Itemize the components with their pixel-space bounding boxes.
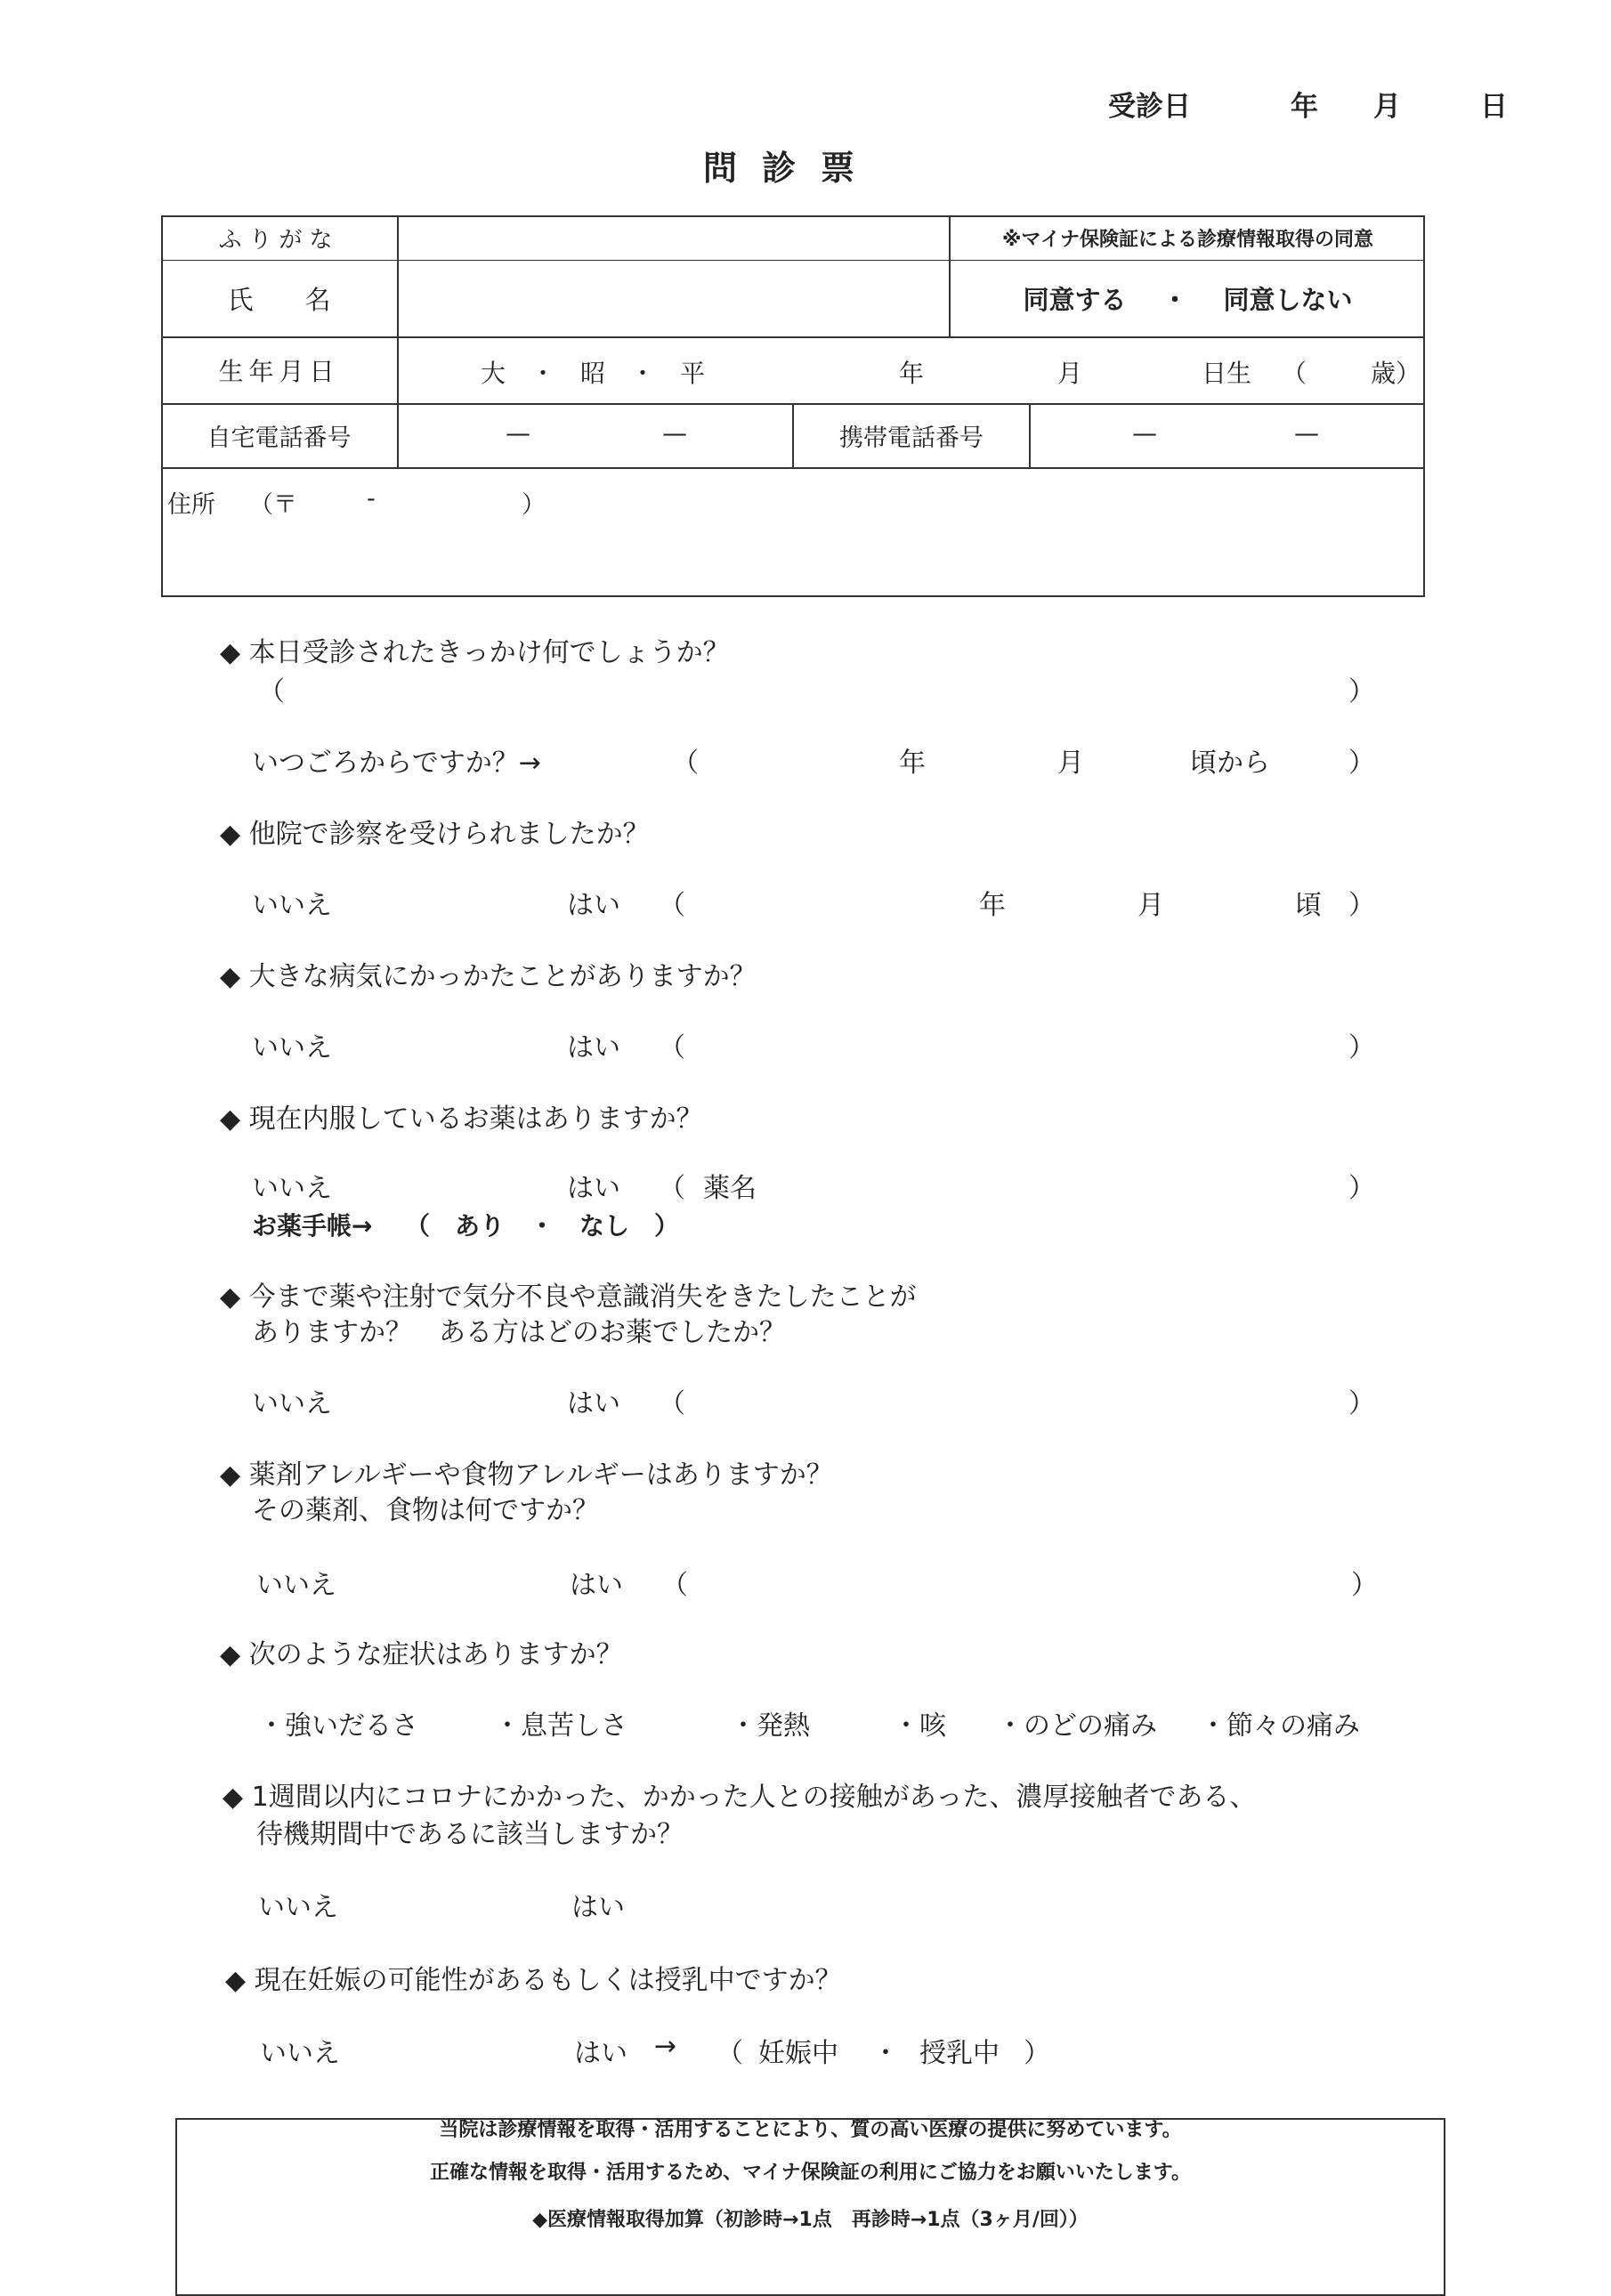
q5-no[interactable]: いいえ [252, 1388, 332, 1419]
consent-title: ※マイナ保険証による診療情報取得の同意 [1002, 228, 1373, 251]
q9-close-paren: ） [1024, 2038, 1050, 2069]
home-phone-dash-2: — [662, 418, 687, 448]
q8-yes[interactable]: はい [571, 1892, 625, 1923]
q4-close-paren: ） [1348, 1173, 1375, 1204]
q1-since-close: ） [1348, 748, 1375, 779]
visit-date-month: 月 [1373, 91, 1401, 123]
q1-since-label: いつごろからですか？→ [252, 748, 541, 779]
question-4: ◆ 現在内服しているお薬はありますか？ [220, 1104, 703, 1135]
q2-yes[interactable]: はい [567, 890, 620, 921]
q5-yes[interactable]: はい [567, 1388, 620, 1419]
age-label: 歳） [1371, 359, 1421, 388]
symptom-breathless[interactable]: ・息苦しさ [494, 1710, 627, 1742]
question-1: ◆ 本日受診されたきっかけ何でしょうか？ [220, 637, 730, 668]
postal-close: ） [522, 491, 546, 519]
question-2: ◆ 他院で診察を受けられましたか？ [220, 819, 650, 850]
q9-separator: ・ [872, 2038, 899, 2069]
q1-month: 月 [1057, 748, 1084, 779]
q3-open-paren: （ [659, 1032, 685, 1063]
q9-nursing[interactable]: 授乳中 [919, 2038, 1000, 2069]
visit-date-day: 日 [1480, 91, 1508, 123]
home-phone-label: 自宅電話番号 [206, 424, 352, 452]
address-label: 住所 [167, 491, 215, 519]
q1-open-paren: （ [258, 676, 285, 707]
q9-yes[interactable]: はい [574, 2038, 627, 2069]
question-7: ◆ 次のような症状はありますか？ [220, 1639, 623, 1670]
age-open-paren: （ [1282, 359, 1307, 388]
question-6-line2: その薬剤、食物は何ですか？ [252, 1495, 599, 1526]
birth-day-label: 日生 [1202, 359, 1252, 388]
question-3: ◆ 大きな病気にかっかたことがありますか？ [220, 961, 757, 992]
q3-no[interactable]: いいえ [252, 1032, 332, 1063]
q2-month: 月 [1137, 890, 1164, 921]
birth-month-label: 月 [1057, 359, 1083, 388]
q4-no[interactable]: いいえ [252, 1173, 332, 1204]
q2-around: 頃 [1295, 890, 1322, 921]
name-label: 氏 名 [227, 284, 331, 315]
visit-date-label: 受診日 [1108, 91, 1191, 123]
q1-year: 年 [899, 748, 926, 779]
q9-pregnant[interactable]: 妊娠中 [758, 2038, 838, 2069]
q9-open-paren: （ [716, 2038, 743, 2069]
col-divider-home-phone [397, 403, 399, 467]
question-5: ◆ 今まで薬や注射で気分不良や意識消失をきたしたことが [220, 1281, 917, 1313]
question-5-line2: ありますか？ ある方はどのお薬でしたか？ [252, 1317, 786, 1348]
era-options[interactable]: 大 ・ 昭 ・ 平 [481, 359, 706, 388]
q2-year: 年 [979, 890, 1006, 921]
q8-no[interactable]: いいえ [258, 1892, 338, 1923]
q6-open-paren: （ [661, 1570, 688, 1601]
q3-yes[interactable]: はい [567, 1032, 620, 1063]
consent-disagree-option[interactable]: 同意しない [1223, 284, 1353, 315]
birth-label: 生年月日 [218, 356, 340, 386]
page-title: 問診票 [702, 149, 879, 188]
consent-options [951, 260, 1425, 336]
q6-yes[interactable]: はい [570, 1570, 623, 1601]
furigana-field[interactable] [399, 217, 947, 260]
q4-yes[interactable]: はい [567, 1173, 620, 1204]
medicine-notebook-options[interactable]: （ あり ・ なし ） [405, 1211, 680, 1241]
col-divider-mobile-value [1029, 403, 1031, 467]
mobile-phone-dash-1: — [1132, 418, 1157, 448]
furigana-label: ふりがな [218, 226, 340, 254]
question-6: ◆ 薬剤アレルギーや食物アレルギーはありますか？ [220, 1459, 833, 1491]
footer-line-2: 正確な情報を取得・活用するため、マイナ保険証の利用にご協力をお願いいたします。 [430, 2162, 1191, 2184]
q2-close-paren: ） [1348, 890, 1375, 921]
q1-since-open: （ [672, 748, 699, 779]
q9-arrow: → [654, 2031, 677, 2062]
q2-open-paren: （ [659, 890, 685, 921]
visit-date-year: 年 [1291, 91, 1318, 123]
mobile-phone-label: 携帯電話番号 [839, 424, 984, 452]
symptom-joint-pain[interactable]: ・節々の痛み [1200, 1710, 1360, 1742]
birth-year-label: 年 [899, 359, 925, 388]
symptom-fatigue[interactable]: ・強いだるさ [258, 1710, 418, 1742]
postal-open: （〒 [249, 491, 297, 519]
q6-no[interactable]: いいえ [256, 1570, 336, 1601]
footer-line-3: ◆医療情報取得加算（初診時→1点 再診時→1点（3ヶ月/回）） [532, 2209, 1089, 2231]
q9-no[interactable]: いいえ [260, 2038, 340, 2069]
consent-separator: ・ [1162, 284, 1188, 315]
question-9: ◆ 現在妊娠の可能性があるもしくは授乳中ですか？ [225, 1965, 842, 1996]
q2-no[interactable]: いいえ [252, 890, 332, 921]
col-divider-birth [397, 336, 399, 403]
q6-close-paren: ） [1351, 1570, 1378, 1601]
medicine-notebook-label: お薬手帳→ [252, 1211, 373, 1241]
q4-drug-name-label: 薬名 [703, 1173, 757, 1204]
q3-close-paren: ） [1348, 1032, 1375, 1063]
mobile-phone-dash-2: — [1294, 418, 1319, 448]
question-8: ◆ 1週間以内にコロナにかかった、かかった人との接触があった、濃厚接触者である、 [223, 1782, 1257, 1813]
symptom-sore-throat[interactable]: ・のどの痛み [997, 1710, 1157, 1742]
question-8-line2: 待機期間中であるに該当しますか？ [256, 1819, 684, 1850]
symptom-cough[interactable]: ・咳 [893, 1710, 946, 1742]
q1-close-paren: ） [1348, 676, 1375, 707]
postal-dash: - [367, 485, 376, 513]
q1-since-suffix: 頃から [1190, 748, 1270, 779]
row-divider-phone [161, 467, 1425, 469]
consent-agree-option[interactable]: 同意する [1023, 284, 1127, 315]
q5-close-paren: ） [1348, 1388, 1375, 1419]
q4-open-paren: （ [659, 1173, 685, 1204]
q5-open-paren: （ [659, 1388, 685, 1419]
name-field[interactable] [399, 262, 947, 336]
home-phone-dash-1: — [506, 418, 530, 448]
symptom-fever[interactable]: ・発熱 [730, 1710, 810, 1742]
footer-line-1: 当院は診療情報を取得・活用することにより、質の高い医療の提供に努めています。 [439, 2119, 1182, 2141]
